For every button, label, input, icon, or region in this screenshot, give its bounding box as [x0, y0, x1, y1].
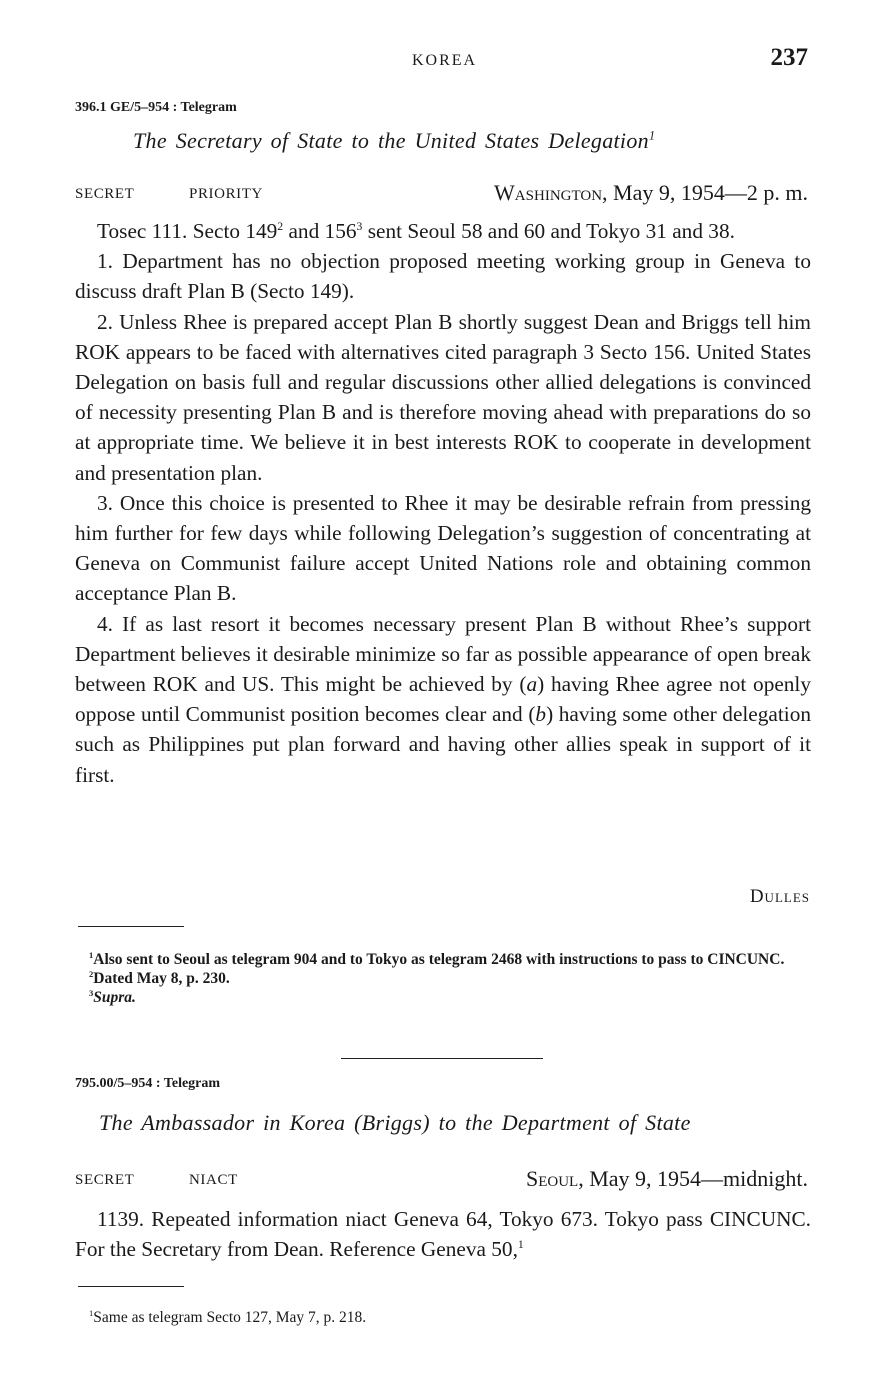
- classification: SECRET: [75, 1172, 135, 1188]
- date: May 9, 1954—2 p. m.: [613, 180, 808, 205]
- date: May 9, 1954—midnight.: [589, 1166, 808, 1191]
- signature: Dulles: [749, 886, 810, 907]
- footnote-ref: 2: [277, 219, 284, 233]
- document-title: [133, 128, 655, 154]
- dateline: [75, 180, 808, 205]
- intro-paragraph: Tosec 111. Secto $149^2$ and $156^3$ sent Seoul 58 and 60 and Tokyo 31 and 38.: [97, 219, 735, 243]
- section-divider: [341, 1058, 543, 1059]
- file-code: 795.00/5–954 : Telegram: [75, 1076, 221, 1091]
- footnote-divider: [78, 1286, 184, 1287]
- footnotes: [75, 1308, 811, 1327]
- priority: PRIORITY: [189, 186, 263, 202]
- telegram-body: [75, 1204, 811, 1264]
- place-date: [526, 1166, 808, 1192]
- footnote: $^1$Same as telegram Secto 127, May 7, p. 218.: [89, 1308, 367, 1326]
- priority: NIACT: [189, 1172, 238, 1188]
- footnote: $^1$Also sent to Seoul as telegram 904 and to Tokyo as telegram 2468 with instructions to pass to CINCUNC.: [89, 950, 785, 968]
- page-number: 237: [770, 44, 808, 71]
- place: Seoul,: [525, 1166, 584, 1191]
- file-code: 396.1 GE/5–954 : Telegram: [75, 100, 237, 115]
- dateline: [75, 1166, 808, 1191]
- document-title-text: The Secretary of State to the United States Delegation: [133, 128, 649, 153]
- paragraph-1: 1. Department has no objection proposed meeting working group in Geneva to discuss draft Plan B (Secto 149).: [75, 249, 811, 304]
- footnote-divider: [78, 926, 184, 927]
- paragraph-4: 4. If as last resort it becomes necessary present Plan B without Rhee’s support Department believes it desirable minimize so far as possible appearance of open break between ROK and US. This might be achieved by (a) having Rhee agree not openly oppose until Communist position becomes clear and (b) having some other delegation such as Philippines put plan forward and having other allies speak in support of it first.: [75, 611, 812, 787]
- footnotes: [75, 950, 811, 1007]
- footnote: $^2$Dated May 8, p. 230.: [89, 969, 230, 987]
- paragraph-3: 3. Once this choice is presented to Rhee it may be desirable refrain from pressing him further for few days while following Delegation’s suggestion of concentrating at Geneva on Communist failure accept United Nations role and obtaining common acceptance Plan B.: [75, 490, 811, 606]
- footnote-ref: 3: [356, 219, 363, 233]
- document-title: The Ambassador in Korea (Briggs) to the Department of State: [99, 1110, 691, 1135]
- paragraph-2: 2. Unless Rhee is prepared accept Plan B shortly suggest Dean and Briggs tell him ROK appears to be faced with alternatives cited paragraph 3 Secto 156. United States Delegation on basis full and regular discussions other allied delegations is convinced of necessity presenting Plan B and is therefore moving ahead with preparations do so at appropriate time. We believe it in best interests ROK to cooperate in development and presentation plan.: [75, 309, 811, 485]
- footnote-ref: 1: [648, 128, 656, 143]
- running-head: KOREA: [412, 52, 478, 69]
- telegram-body: [75, 216, 811, 790]
- footnote-ref: 1: [517, 1238, 524, 1252]
- paragraph-1: 1139. Repeated information niact Geneva 64, Tokyo 673. Tokyo pass CINCUNC. For the Secretary from Dean. Reference Geneva 50,$^1$: [75, 1207, 811, 1262]
- classification: SECRET: [75, 186, 135, 202]
- place: Washington,: [494, 180, 608, 205]
- footnote: $^3$Supra.: [89, 988, 136, 1006]
- place-date: [494, 180, 808, 206]
